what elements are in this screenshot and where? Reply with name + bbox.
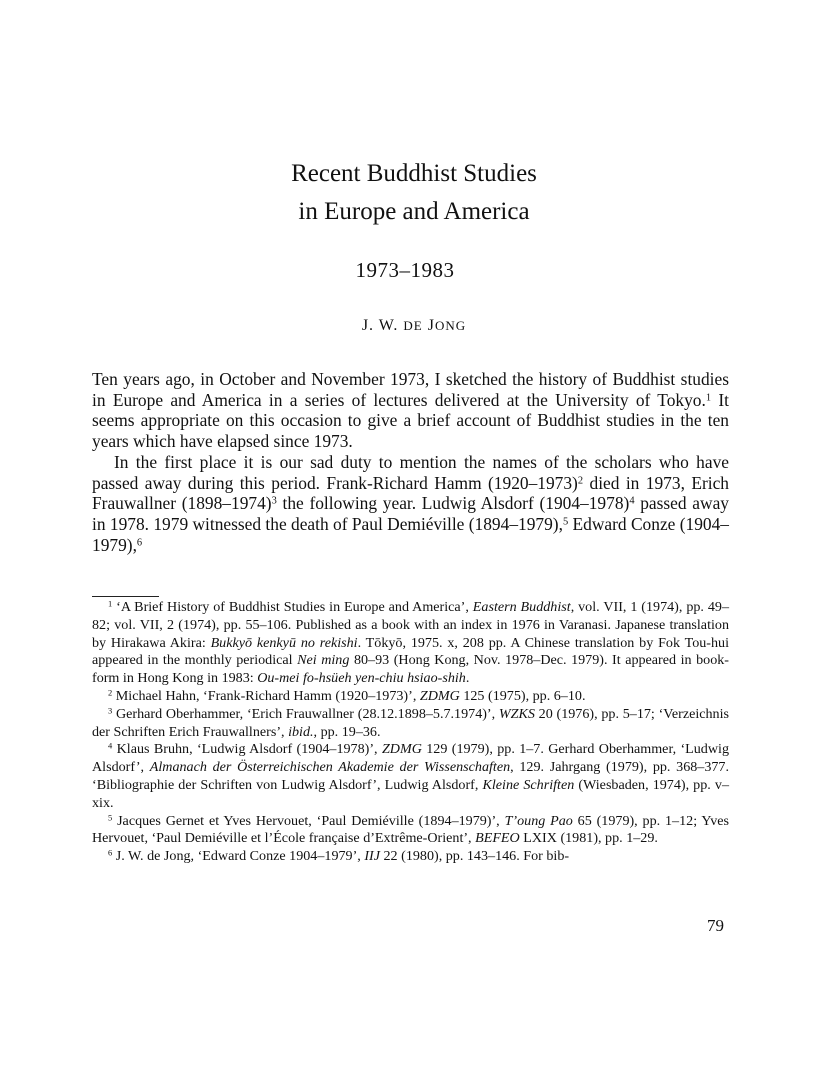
footnote-2 xyxy=(92,688,729,706)
footnote-italic: Bukkyō kenkyū no rekishi xyxy=(210,634,358,651)
footnote-text: , vol. VII, 1 (1974), pp. 49–82; vol. VII, 2 (1974), pp. 55–106. Published as a book with an index in 1976 in Varanasi. Japanese translation by Hirakawa Akira: xyxy=(92,599,729,651)
footnote-italic: BEFEO xyxy=(475,830,520,847)
author-surname-initial: J xyxy=(422,317,435,334)
title-line-1: Recent Buddhist Studies xyxy=(291,160,537,187)
footnote-text: Jacques Gernet et Yves Hervouet, ‘Paul Demiéville (1894–1979)’, xyxy=(112,812,505,829)
footnote-ref-3[interactable]: 3 xyxy=(271,495,277,507)
footnote-number: 6 xyxy=(108,847,113,858)
author-surname-rest: ONG xyxy=(434,318,467,333)
footnote-italic: Almanach der Österreichischen Akademie der Wissenschaften xyxy=(149,759,511,776)
footnote-text: (Wiesbaden, 1974), pp. v–xix. xyxy=(92,776,729,811)
paragraph-2 xyxy=(92,452,729,556)
body-text xyxy=(92,369,729,555)
footnote-ref-6[interactable]: 6 xyxy=(136,536,143,548)
footnote-italic: Nei ming xyxy=(297,652,350,669)
author-name xyxy=(0,317,828,335)
footnote-number: 5 xyxy=(108,811,113,822)
footnote-text: 22 (1980), pp. 143–146. For bib- xyxy=(379,848,570,865)
footnote-6 xyxy=(92,848,729,866)
footnote-italic: Eastern Buddhist xyxy=(472,599,571,615)
paragraph-1-text-cont: It seems appropriate on this occasion to give a brief account of Buddhist studies in the ten years which have elapsed since 1973. xyxy=(92,389,729,452)
footnote-text: , pp. 19–36. xyxy=(313,723,381,740)
footnote-text: J. W. de Jong, ‘Edward Conze 1904–1979’, xyxy=(112,848,365,865)
footnote-italic: Kleine Schriften xyxy=(482,776,575,793)
footnote-text: . xyxy=(465,670,470,687)
footnote-number: 3 xyxy=(108,705,113,716)
footnote-text: 125 (1975), pp. 6–10. xyxy=(459,687,586,704)
footnote-text: Klaus Bruhn, ‘Ludwig Alsdorf (1904–1978)’, xyxy=(112,741,382,758)
footnote-text: 20 (1976), pp. 5–17; ‘Verzeichnis der Schriften Erich Frauwallners’, xyxy=(92,705,730,740)
footnote-text: 129 (1979), pp. 1–7. Gerhard Oberhammer, ‘Ludwig Alsdorf’, xyxy=(92,741,729,776)
footnote-number: 1 xyxy=(108,598,113,609)
footnote-text: , 129. Jahrgang (1979), pp. 368–377. ‘Bibliographie der Schriften von Ludwig Alsdorf’, Ludwig Alsdorf, xyxy=(92,759,729,793)
paragraph-2-text-b: died in 1973, Erich Frauwallner (1898–1974) xyxy=(92,472,729,514)
paragraph-1-text: Ten years ago, in October and November 1973, I sketched the history of Buddhist studies in Europe and America in a series of lectures delivered at the University of Tokyo. xyxy=(92,369,729,410)
page-number: 79 xyxy=(707,916,724,935)
title-line-2: in Europe and America xyxy=(298,198,530,225)
footnote-italic: ibid. xyxy=(288,723,314,740)
footnote-italic: WZKS xyxy=(498,705,535,722)
date-range: 1973–1983 xyxy=(355,258,455,282)
footnote-1 xyxy=(92,599,729,688)
footnote-5 xyxy=(92,813,729,849)
footnote-text: LXIX (1981), pp. 1–29. xyxy=(519,830,658,847)
author-particle: DE xyxy=(403,318,423,333)
article-title xyxy=(0,155,828,231)
footnote-divider xyxy=(92,596,159,597)
paragraph-2-text-d: passed away in 1978. 1979 witnessed the death of Paul Demiéville (1894–1979), xyxy=(92,493,729,534)
footnote-ref-2[interactable]: 2 xyxy=(577,474,584,486)
footnote-4 xyxy=(92,741,729,812)
footnote-ref-1[interactable]: 1 xyxy=(705,391,712,403)
paragraph-2-text: In the first place it is our sad duty to mention the names of the scholars who have passed away during this period. Frank-Richard Hamm (1920–1973) xyxy=(92,451,729,493)
footnote-text: . Tōkyō, 1975. x, 208 pp. A Chinese translation by Fok Tou-hui appeared in the monthly periodical xyxy=(92,634,729,669)
footnote-text: Michael Hahn, ‘Frank-Richard Hamm (1920–1973)’, xyxy=(112,687,420,704)
footnote-italic: IIJ xyxy=(364,848,380,865)
footnote-text: 80–93 (Hong Kong, Nov. 1978–Dec. 1979). It appeared in book-form in Hong Kong in 1983: xyxy=(92,652,729,687)
footnotes xyxy=(92,599,729,866)
footnote-italic: ZDMG xyxy=(419,687,460,704)
footnote-italic: T’oung Pao xyxy=(504,812,573,829)
author-initials: J. W. xyxy=(361,317,404,334)
paragraph-2-text-c: the following year. Ludwig Alsdorf (1904–1978) xyxy=(276,493,630,514)
paragraph-1 xyxy=(92,369,729,452)
footnote-number: 2 xyxy=(108,687,113,698)
footnote-3 xyxy=(92,706,729,742)
footnote-italic: ZDMG xyxy=(381,741,422,758)
footnote-ref-5[interactable]: 5 xyxy=(562,516,569,528)
footnote-text: ‘A Brief History of Buddhist Studies in Europe and America’, xyxy=(112,599,473,615)
footnote-text: 65 (1979), pp. 1–12; Yves Hervouet, ‘Paul Demiéville et l’École française d’Extrême-Orient’, xyxy=(92,812,729,847)
footnote-number: 4 xyxy=(108,740,113,751)
footnote-italic: Ou-mei fo-hsüeh yen-chiu hsiao-shih xyxy=(257,670,466,687)
footnote-text: Gerhard Oberhammer, ‘Erich Frauwallner (28.12.1898–5.7.1974)’, xyxy=(112,705,499,722)
paragraph-2-text-e: Edward Conze (1904–1979), xyxy=(92,513,730,555)
footnote-ref-4[interactable]: 4 xyxy=(629,495,635,507)
